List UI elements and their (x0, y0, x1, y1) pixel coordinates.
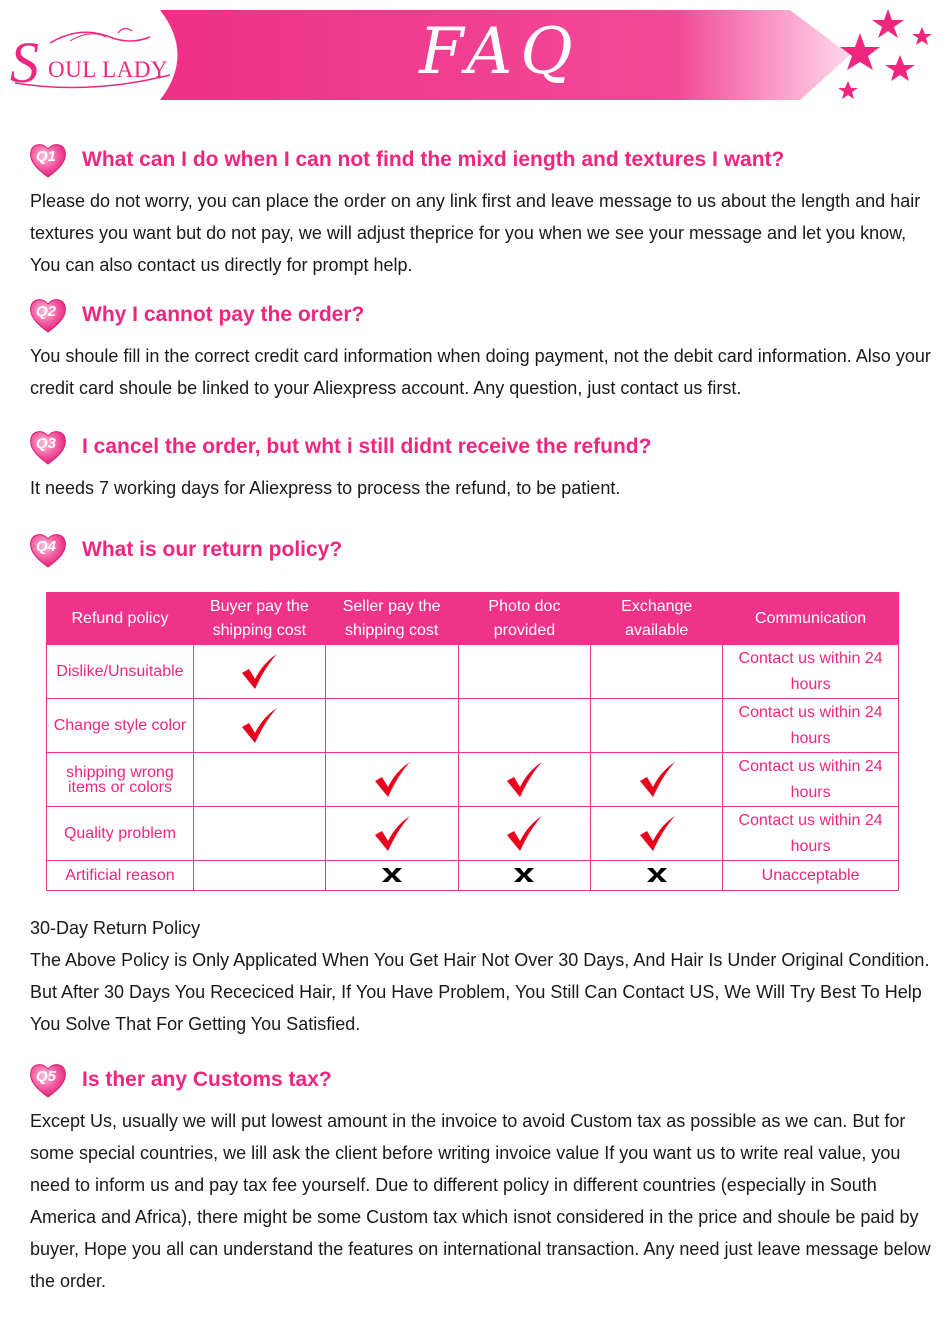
communication-cell: Unacceptable (723, 861, 899, 891)
table-row (47, 645, 899, 699)
column-header: Photo doc provided (458, 593, 591, 645)
column-header: Exchange available (591, 593, 723, 645)
q1-answer: Please do not worry, you can place the order on any link first and leave message to us about the length and hair textures you want but do not pay, we will adjust theprice for you when we see your message and let you know, You can also contact us directly for prompt help. (30, 191, 921, 275)
star-icon (838, 81, 858, 99)
table-cell (325, 645, 458, 699)
q4-heart-icon (28, 530, 68, 570)
q2-title: Why I cannot pay the order? (82, 303, 365, 326)
table-row (47, 861, 899, 891)
q4-badge: Q4 (36, 538, 57, 555)
table-cell (325, 753, 458, 807)
check-icon (637, 761, 677, 799)
table-cell (325, 861, 458, 891)
table-header-row (47, 593, 899, 645)
table-row (47, 699, 899, 753)
q2-badge: Q2 (36, 303, 57, 320)
check-icon (504, 815, 544, 853)
table-cell (591, 699, 723, 753)
table-row (47, 753, 899, 807)
check-icon (504, 761, 544, 799)
star-icon (872, 9, 904, 38)
soul-lady-logo (10, 15, 180, 95)
faq-header (0, 0, 950, 110)
q3-heart-icon (28, 427, 68, 467)
table-cell (193, 861, 325, 891)
q3-title: I cancel the order, but wht i still didnt receive the refund? (82, 435, 652, 458)
q5-heart-icon (28, 1060, 68, 1100)
communication-cell: Contact us within 24 hours (723, 753, 899, 807)
logo-text: OUL LADY (48, 57, 169, 82)
q1-heart-icon (28, 140, 68, 180)
column-header: Seller pay the shipping cost (325, 593, 458, 645)
table-cell (591, 807, 723, 861)
row-label: shipping wrong items or colors (47, 753, 194, 807)
column-header: Buyer pay the shipping cost (193, 593, 325, 645)
q1-badge: Q1 (36, 148, 57, 165)
table-cell (591, 753, 723, 807)
table-cell (193, 807, 325, 861)
row-label: Change style color (47, 699, 194, 753)
stars-decoration (820, 5, 950, 105)
communication-cell: Contact us within 24 hours (723, 699, 899, 753)
communication-cell: Contact us within 24 hours (723, 807, 899, 861)
logo-initial: S (10, 30, 39, 95)
table-cell (458, 861, 591, 891)
column-header: Communication (723, 593, 899, 645)
q2-heart-icon (28, 295, 68, 335)
check-icon (637, 815, 677, 853)
page-title: FAQ (419, 15, 581, 89)
table-cell (193, 699, 325, 753)
q1-title: What can I do when I can not find the mixd iength and textures I want? (82, 148, 785, 171)
cross-icon (381, 867, 403, 883)
table-row (47, 807, 899, 861)
table-cell (591, 645, 723, 699)
check-icon (239, 653, 279, 691)
q5-badge: Q5 (36, 1068, 57, 1085)
star-icon (885, 55, 915, 81)
table-cell (458, 807, 591, 861)
check-icon (372, 761, 412, 799)
check-icon (239, 707, 279, 745)
cross-icon (513, 867, 535, 883)
table-cell (325, 699, 458, 753)
q4-title: What is our return policy? (82, 538, 343, 561)
communication-cell: Contact us within 24 hours (723, 645, 899, 699)
q5-answer: Except Us, usually we will put lowest amount in the invoice to avoid Custom tax as possible as we can. But for some special countries, we lill ask the client before writing invoice value If you want us to write real value, you need to inform us and pay tax fee yourself. Due to different policy in different countries (especially in South America and Africa), there might be some Custom tax which isnot considered in the price and shoule be paid by buyer, Hope you all can understand the features on international transaction. Any need just leave message below the order. (30, 1111, 931, 1291)
table-cell (193, 645, 325, 699)
table-cell (458, 645, 591, 699)
star-icon (912, 27, 932, 45)
row-label: Artificial reason (47, 861, 194, 891)
return-policy-title: 30-Day Return Policy (30, 918, 201, 938)
table-cell (325, 807, 458, 861)
table-cell (591, 861, 723, 891)
column-header: Refund policy (47, 593, 194, 645)
q3-answer: It needs 7 working days for Aliexpress to process the refund, to be patient. (30, 478, 621, 498)
table-cell (458, 753, 591, 807)
row-label: Dislike/Unsuitable (47, 645, 194, 699)
table-cell (193, 753, 325, 807)
q5-title: Is ther any Customs tax? (82, 1068, 332, 1091)
cross-icon (646, 867, 668, 883)
check-icon (372, 815, 412, 853)
return-policy-table (46, 592, 899, 891)
table-cell (458, 699, 591, 753)
q2-answer: You shoule fill in the correct credit card information when doing payment, not the debit card information. Also your credit card shoule be linked to your Aliexpress account. Any question, just contact us first. (30, 346, 931, 398)
star-icon (840, 33, 880, 70)
return-policy-body: The Above Policy is Only Applicated When You Get Hair Not Over 30 Days, And Hair Is Under Original Condition. But After 30 Days You Receciced Hair, If You Have Problem, You Still Can Contact US, We Will Try Best To Help You Solve That For Getting You Satisfied. (30, 950, 930, 1034)
q3-badge: Q3 (36, 435, 57, 452)
row-label: Quality problem (47, 807, 194, 861)
